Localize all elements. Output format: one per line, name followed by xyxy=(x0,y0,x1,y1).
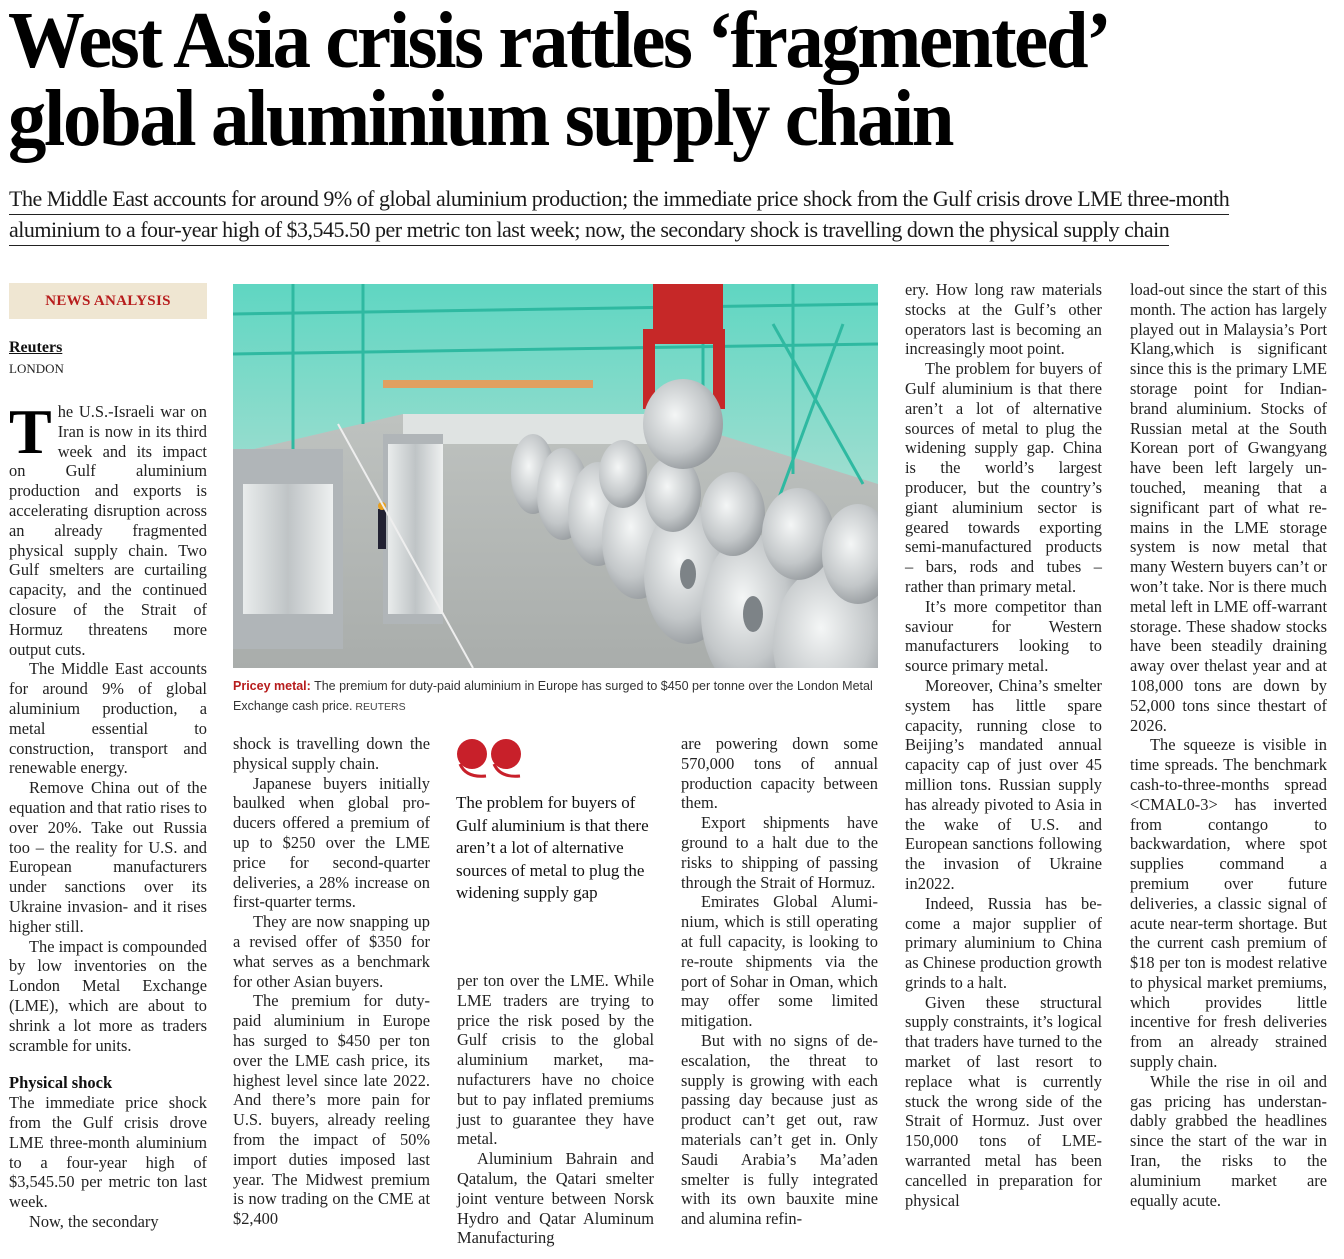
news-analysis-label: NEWS ANALYSIS xyxy=(9,283,207,319)
paragraph: Indeed, Russia has become a major supplier of primary aluminium to China as Chinese production growth grinds to a halt. xyxy=(905,893,1102,992)
paragraph: But with no signs of deescalation, the threat to supply is growing with each passing day because just as product can’t get out, raw materials can’t get in. Only Saudi Arabia’s Ma’aden smelter is fully integrated with its own bauxite mine and alumina refin- xyxy=(681,1030,878,1229)
paragraph: It’s more competitor than saviour for Western manufacturers looking to source primary metal. xyxy=(905,596,1102,676)
pull-quote xyxy=(456,736,661,905)
paragraph: The impact is compounded by low inventories on the London Metal Exchange (LME), which are about to shrink a lot more as traders scramble for units. xyxy=(9,936,207,1055)
aluminium-coils-photo-icon xyxy=(233,284,878,668)
article-column-3 xyxy=(457,971,654,1248)
headline-line-1: West Asia crisis rattles ‘fragmented’ xyxy=(8,0,1110,85)
paragraph: Now, the secondary xyxy=(29,1212,159,1232)
article-column-5 xyxy=(905,280,1102,1210)
caption-lead: Pricey metal: xyxy=(233,679,311,693)
paragraph: Moreover, China’s smelter system has little spare capacity, running close to Beijing’s mandated annual capacity cap of just over 45 million tons. Russian supply has already pivoted to Asia in the wake of U.S. and European sanctions following the invasion of Ukraine in2022. xyxy=(905,675,1102,893)
paragraph-text: he U.S.-Israeli war on Iran is now in its third week and its impact on Gulf aluminium production and exports is accelerating disruption across an already fragmented physical supply chain. Two Gulf smelters are curtailing capacity, and the continued closure of the Strait of Hormuz threatens more output cuts. xyxy=(9,402,207,659)
paragraph: load-out since the start of this month. The action has largely played out in Malaysia’s Port Klang,which is significant since this is the primary LME storage point for Indian-brand aluminium. Stocks of Russian metal at the South Korean port of Gwangyang have been left largely untouched, meaning that a significant part of what remains in the LME storage system is now metal that many Western buyers can’t or won’t take. Nor is there much metal left in LME off-warrant storage. These shadow stocks have been steadily draining away over thelast year and at 108,000 tons are down by 52,000 tons since thestart of 2026. xyxy=(1130,280,1327,735)
paragraph: shock is travelling down the physical supply chain. xyxy=(233,734,430,773)
paragraph: The squeeze is visible in time spreads. The benchmark cash-to-three-months spread <CMAL0-3> has inverted from contango to backwardation, where spot supplies command a premium over future deliveries, a classic signal of acute near-term shortage. But the current cash premium of $18 per ton is modest relative to physical market premiums, which provides little incentive for fresh deliveries from an already strained supply chain. xyxy=(1130,735,1327,1072)
subheading: Physical shock xyxy=(9,1073,113,1093)
headline-line-2: global aluminium supply chain xyxy=(8,75,953,163)
drop-cap: T xyxy=(9,396,52,467)
paragraph: Given these structural supply constraints, it’s logical that traders have turned to the market of last resort to replace what is currently stuck the wrong side of the Strait of Hormuz. Just over 150,000 tons of LME-warranted metal has been cancelled in preparation for physical xyxy=(905,992,1102,1210)
paragraph: Export shipments have ground to a halt due to the risks to shipping of passing through the Strait of Hormuz. xyxy=(681,813,878,892)
paragraph: Japanese buyers initially baulked when global producers offered a premium of up to $250 over the LME price for second-quarter deliveries, a 28% increase on first-quarter terms. xyxy=(233,773,430,912)
quote-icon xyxy=(456,736,526,780)
paragraph: Aluminium Bahrain and Qatalum, the Qatari smelter joint venture between Norsk Hydro and Qatar Aluminum Manufacturing xyxy=(457,1149,654,1248)
paragraph: Remove China out of the equation and that ratio rises to over 20%. Take out Russia too – the reality for U.S. and European manufacturers under sanctions over its Ukraine invasion- and it rises higher still. xyxy=(9,778,208,936)
paragraph: While the rise in oil and gas pricing has understandably grabbed the headlines since the start of the war in Iran, the risks to the aluminium market are equally acute. xyxy=(1130,1071,1327,1210)
article-column-1 xyxy=(9,396,208,1232)
dateline: LONDON xyxy=(9,361,64,376)
article-column-4 xyxy=(681,734,878,1229)
deck-line-1: The Middle East accounts for around 9% of global aluminium production; the immediate price shock from the Gulf crisis drove LME three-month xyxy=(9,184,1229,215)
paragraph: The Middle East accounts for around 9% of global aluminium production, a metal essential to construction, transport and renewable energy. xyxy=(9,659,207,778)
byline-link[interactable]: Reuters xyxy=(9,339,63,356)
factory-photo xyxy=(233,284,878,668)
paragraph: The premium for duty-paid aluminium in Europe has surged to $450 per ton over the LME cash price, its highest level since late 2022. And there’s more pain for U.S. buyers, already reeling from the impact of 50% import duties imposed last year. The Midwest premium is now trading on the CME at $2,400 xyxy=(233,991,430,1229)
paragraph: per ton over the LME. While LME traders are trying to price the risk posed by the Gulf crisis to the global aluminium market, manufacturers have no choice but to pay inflated premiums just to guarantee they have metal. xyxy=(457,971,654,1149)
caption-text: The premium for duty-paid aluminium in Europe has surged to $450 per tonne over the London Metal Exchange cash price. xyxy=(233,679,873,713)
paragraph: are powering down some 570,000 tons of annual production capacity between them. xyxy=(681,734,878,813)
deck-subheadline xyxy=(9,184,1319,246)
deck-line-2: aluminium to a four-year high of $3,545.50 per metric ton last week; now, the secondary shock is travelling down the physical supply chain xyxy=(9,215,1169,246)
paragraph xyxy=(9,396,207,659)
paragraph: They are now snapping up a revised offer of $350 for what serves as a benchmark for other Asian buyers. xyxy=(233,912,430,991)
pull-quote-text: The problem for buyers of Gulf aluminium is that there aren’t a lot of alternative sources of metal to plug the widening supply gap xyxy=(456,793,649,902)
photo-credit: REUTERS xyxy=(352,701,406,713)
photo-caption xyxy=(233,676,883,717)
article-column-6 xyxy=(1130,280,1327,1210)
paragraph: Emirates Global Aluminium, which is still operating at full capacity, is looking to re-route shipments via the port of Sohar in Oman, which may offer some limited mitigation. xyxy=(681,892,878,1031)
headline xyxy=(8,0,1285,163)
paragraph: ery. How long raw materials stocks at the Gulf’s other operators last is becoming an increasingly moot point. xyxy=(905,280,1102,359)
article-column-2 xyxy=(233,734,430,1229)
paragraph: The problem for buyers of Gulf aluminium is that there aren’t a lot of alternative sources of metal to plug the widening supply gap. China is the world’s largest producer, but the country’s giant aluminium sector is geared towards exporting semi-manufactured products – bars, rods and tubes – rather than primary metal. xyxy=(905,359,1102,596)
paragraph: The immediate price shock from the Gulf crisis drove LME three-month aluminium to a four-year high of $3,545.50 per metric ton last week. xyxy=(9,1093,207,1212)
